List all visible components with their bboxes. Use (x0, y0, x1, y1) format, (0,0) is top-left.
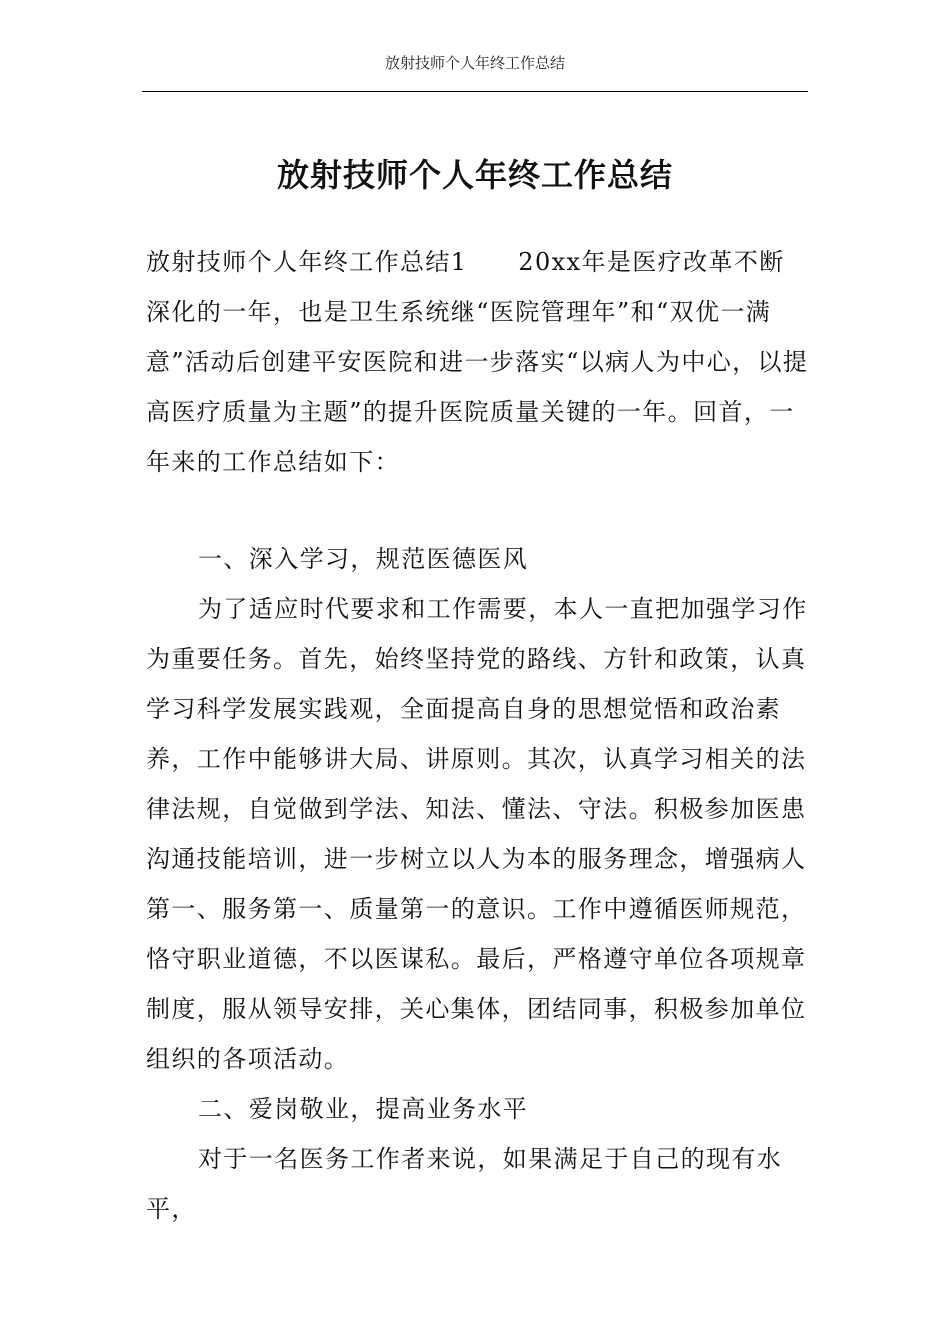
document-title: 放射技师个人年终工作总结 (276, 156, 673, 194)
running-header: 放射技师个人年终工作总结 (384, 54, 565, 72)
intro-paragraph: 放射技师个人年终工作总结1 20xx年是医疗改革不断深化的一年，也是卫生系统继“医院管理年”和“双优一满意”活动后创建平安医院和进一步落实“以病人为中心，以提高医疗质量为主题”的提升医院质量关键的一年。回首，一年来的工作总结如下： (146, 248, 809, 476)
section-paragraph-2: 对于一名医务工作者来说，如果满足于自己的现有水平， (146, 1145, 783, 1223)
section-heading-2: 二、爱岗敬业，提高业务水平 (198, 1095, 529, 1123)
section-paragraph-1: 为了适应时代要求和工作需要，本人一直把加强学习作为重要任务。首先，始终坚持党的路线、方针和政策，认真学习科学发展实践观，全面提高自身的思想觉悟和政治素养，工作中能够讲大局、讲原则。其次，认真学习相关的法律法规，自觉做到学法、知法、懂法、守法。积极参加医患沟通技能培训，进一步树立以人为本的服务理念，增强病人第一、服务第一、质量第一的意识。工作中遵循医师规范，恪守职业道德，不以医谋私。最后，严格遵守单位各项规章制度，服从领导安排，关心集体，团结同事，积极参加单位组织的各项活动。 (146, 595, 808, 1073)
section-heading-1: 一、深入学习，规范医德医风 (198, 545, 529, 573)
header-divider (142, 91, 808, 92)
